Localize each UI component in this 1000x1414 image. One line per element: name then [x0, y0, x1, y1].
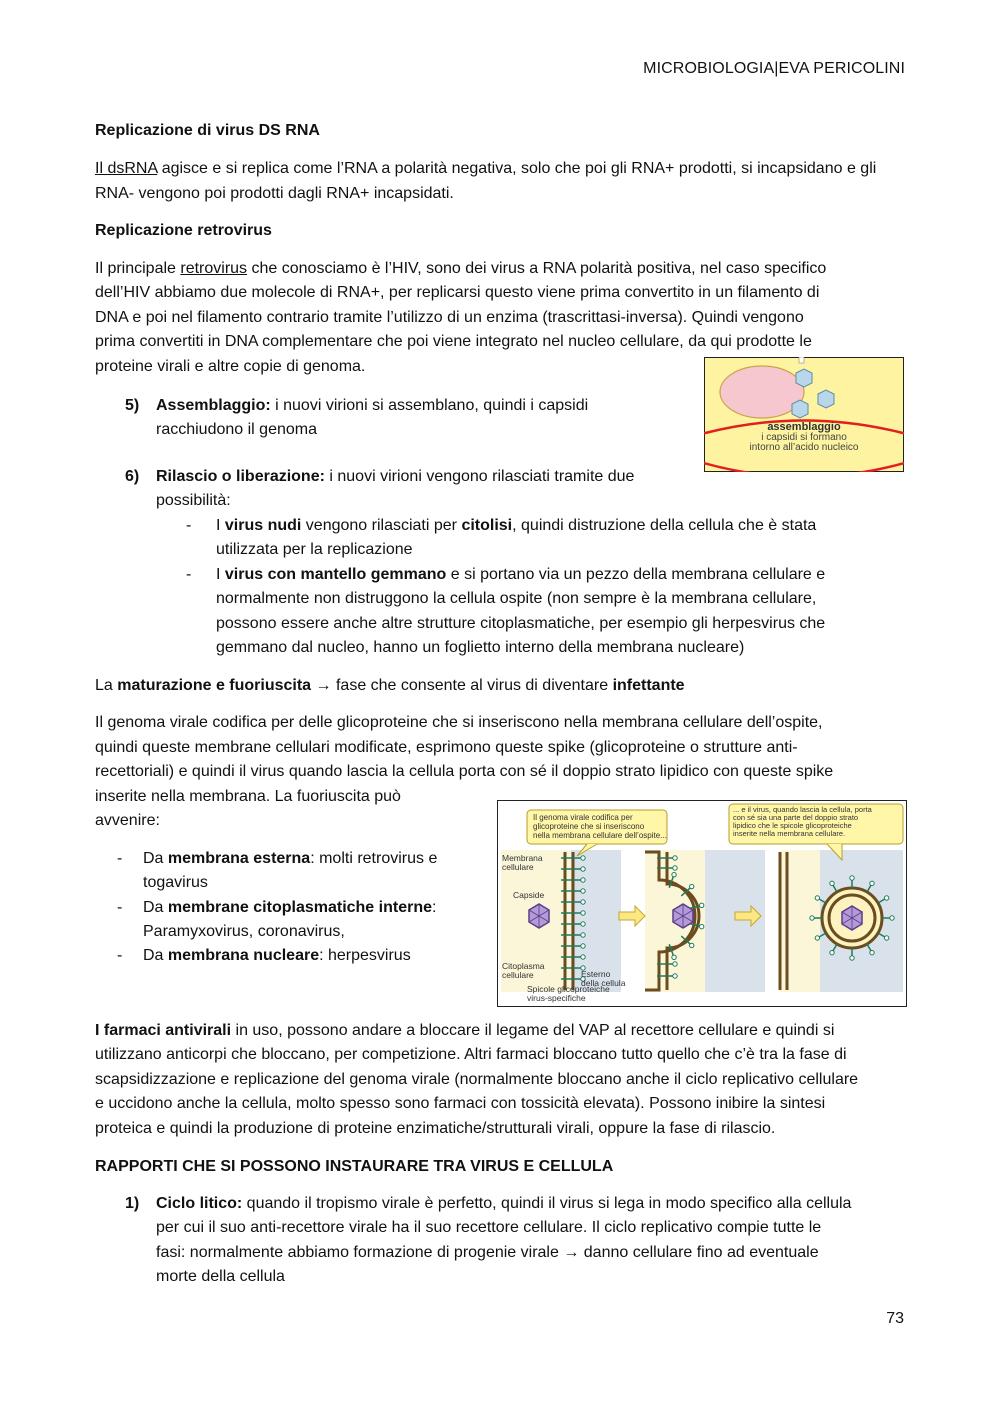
paragraph-retrovirus-line5: proteine virali e altre copie di genoma. — [95, 358, 366, 375]
figure-budding — [497, 800, 907, 1007]
genome-line5: avvenire: — [95, 812, 160, 829]
ciclo-litico-line4: morte della cellula — [156, 1268, 285, 1285]
exit-item-membrana-esterna: Da membrana esterna: molti retrovirus e — [143, 850, 438, 867]
figure-assemblaggio — [704, 357, 904, 472]
callout2-line1: ... e il virus, quando lascia la cellula, porta — [733, 805, 872, 814]
label-esterno-1: Esterno — [581, 969, 611, 979]
bullet-dash: - — [117, 899, 123, 916]
callout1-line3: nella membrana cellulare dell’ospite... — [533, 831, 667, 840]
fig1-line2: intorno all’acido nucleico — [749, 442, 859, 453]
genome-line2: quindi queste membrane cellulari modificate, esprimono queste spike (glicoproteine o strutture anti- — [95, 739, 798, 756]
genome-line4: inserite nella membrana. La fuoriuscita può — [95, 788, 401, 805]
antiviral-line1: I farmaci antivirali in uso, possono andare a bloccare il legame del VAP al recettore cellulare e quindi si — [95, 1022, 835, 1039]
callout2-line4: inserite nella membrana cellulare. — [733, 829, 846, 838]
bullet-dash: - — [186, 517, 192, 534]
bullet-dash: - — [117, 850, 123, 867]
bullet-virus-mantello-line3: possono essere anche altre strutture citoplasmatiche, per esempio gli herpesvirus che — [216, 615, 826, 632]
bullet-virus-mantello: I virus con mantello gemmano e si portano via un pezzo della membrana cellulare e — [216, 566, 826, 583]
ciclo-litico-line2: per cui il suo anti-recettore virale ha il suo recettore cellulare. Il ciclo replicativo compie tutte le — [156, 1219, 822, 1236]
capsid-icon — [529, 904, 549, 928]
genome-line3: recettoriali) e quindi il virus quando lascia la cellula porta con sé il doppio strato lipidico con queste spike — [95, 763, 834, 780]
paragraph-retrovirus-line2: dell’HIV abbiamo due molecole di RNA+, per replicarsi questo viene prima convertito in un filamento di — [95, 284, 820, 301]
antiviral-line4: e uccidono anche la cellula, molto spesso sono farmaci con tossicità elevata). Possono inibire la sintesi — [95, 1095, 826, 1112]
bullet-dash: - — [117, 947, 123, 964]
step6-line2: possibilità: — [156, 492, 231, 509]
step5-line2: racchiudono il genoma — [156, 421, 317, 438]
exit-item-membrane-interne: Da membrane citoplasmatiche interne: — [143, 899, 437, 916]
exit-item-membrane-interne-line2: Paramyxovirus, coronavirus, — [143, 923, 345, 940]
step-number-5: 5) — [125, 397, 140, 414]
exit-item-membrana-nucleare: Da membrana nucleare: herpesvirus — [143, 947, 411, 964]
ciclo-litico-line1: Ciclo litico: quando il tropismo virale è perfetto, quindi il virus si lega in modo specifico alla cellula — [156, 1195, 852, 1212]
callout1-line1: Il genoma virale codifica per — [533, 813, 633, 822]
maturazione-line: La maturazione e fuoriuscita → fase che consente al virus di diventare infettante — [95, 677, 685, 694]
label-spicole-2: virus-specifiche — [527, 993, 586, 1003]
label-citoplasma-2: cellulare — [502, 970, 534, 980]
label-spicole-1: Spicole glicoproteiche — [527, 984, 610, 994]
page-number: 73 — [886, 1310, 904, 1327]
ciclo-litico-line3: fasi: normalmente abbiamo formazione di progenie virale → danno cellulare fino ad eventuale — [156, 1244, 819, 1261]
step-number-6: 6) — [125, 468, 140, 485]
bullet-virus-nudi: I virus nudi vengono rilasciati per citolisi, quindi distruzione della cellula che è stata — [216, 517, 817, 534]
cell-nucleus-shape — [720, 366, 804, 418]
exit-item-membrana-esterna-line2: togavirus — [143, 874, 208, 891]
term-retrovirus: retrovirus — [180, 260, 248, 277]
heading-retrovirus: Replicazione retrovirus — [95, 222, 272, 239]
genome-line1: Il genoma virale codifica per delle glicoproteine che si inseriscono nella membrana cellulare dell’ospite, — [95, 714, 823, 731]
term-dsrna: Il dsRNA — [95, 160, 158, 177]
bullet-virus-mantello-line2: normalmente non distruggono la cellula ospite (non sempre è la membrana cellulare, — [216, 590, 817, 607]
step6-line1: Rilascio o liberazione: i nuovi virioni vengono rilasciati tramite due — [156, 468, 635, 485]
label-citoplasma-1: Citoplasma — [502, 961, 545, 971]
antiviral-line3: scapsidizzazione e replicazione del genoma virale (normalmente bloccano anche il ciclo replicativo cellulare — [95, 1071, 859, 1088]
label-capside: Capside — [513, 890, 545, 900]
capsid-icon — [673, 904, 693, 928]
label-esterno-2: della cellula — [581, 978, 626, 988]
callout2-line2: con sé sia una parte del doppio strato — [733, 813, 859, 822]
heading-dsrna: Replicazione di virus DS RNA — [95, 122, 320, 139]
bullet-virus-mantello-line4: gemmano dal nucleo, hanno un foglietto interno della membrana nucleare) — [216, 639, 745, 656]
fig1-title: assemblaggio — [767, 421, 841, 433]
bullet-virus-nudi-line2: utilizzata per la replicazione — [216, 541, 413, 558]
running-header: MICROBIOLOGIA|EVA PERICOLINI — [643, 60, 905, 77]
step5-line1: Assemblaggio: i nuovi virioni si assemblano, quindi i capsidi — [156, 397, 589, 414]
antiviral-line2: utilizzano anticorpi che bloccano, per competizione. Altri farmaci bloccano tutto quello che c’è tra la fase di — [95, 1046, 847, 1063]
step-number-1: 1) — [125, 1195, 140, 1212]
heading-rapporti: RAPPORTI CHE SI POSSONO INSTAURARE TRA VIRUS E CELLULA — [95, 1158, 614, 1175]
antiviral-line5: proteica e quindi la produzione di proteine enzimatiche/strutturali virali, oppure la fase di rilascio. — [95, 1120, 776, 1137]
fig1-line1: i capsidi si formano — [761, 432, 847, 443]
label-membrana-1: Membrana — [502, 853, 543, 863]
callout1-line2: glicoproteine che si inseriscono — [533, 822, 645, 831]
paragraph-retrovirus-line3: DNA e poi nel filamento contrario tramite l’utilizzo di un enzima (trascrittasi-inversa). Quindi vengono — [95, 309, 804, 326]
callout2-line3: lipidico che le spicole glicoproteiche — [733, 821, 852, 830]
paragraph-retrovirus-line4: prima convertiti in DNA complementare che poi viene integrato nel nucleo cellulare, da qui prodotte le — [95, 333, 812, 350]
label-membrana-2: cellulare — [502, 862, 534, 872]
paragraph-dsrna: Il dsRNA agisce e si replica come l’RNA a polarità negativa, solo che poi gli RNA+ prodotti, si incapsidano e gli RNA- vengono poi prodotti dagli RNA+ incapsidati. — [95, 160, 877, 202]
bullet-dash: - — [186, 566, 192, 583]
paragraph-retrovirus-line1: Il principale retrovirus che conosciamo è l’HIV, sono dei virus a RNA polarità positiva, nel caso specifico — [95, 260, 827, 277]
